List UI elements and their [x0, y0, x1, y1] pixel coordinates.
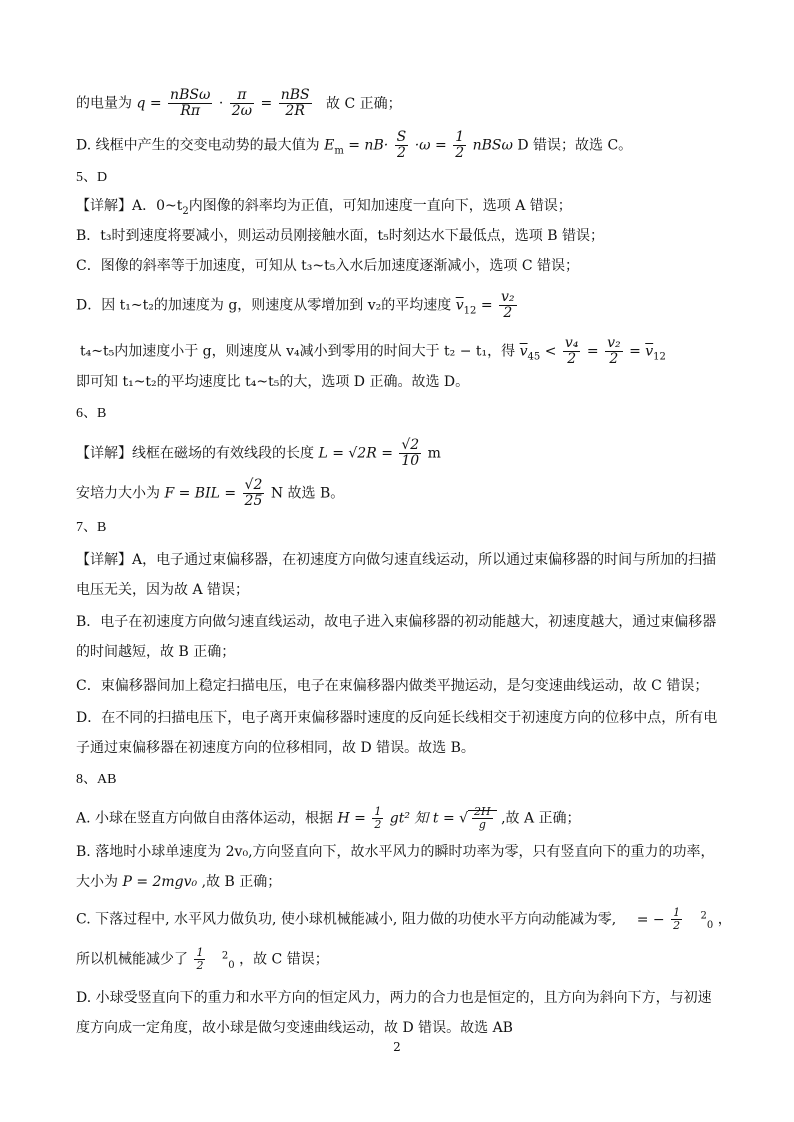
text: 故选 B。: [287, 485, 345, 502]
fraction: [194, 947, 205, 972]
fraction: [279, 88, 312, 119]
numerator: v₂: [607, 335, 621, 351]
text: D 错误；故选 C。: [517, 137, 633, 154]
text: ,故 B 正确；: [201, 874, 282, 890]
line-7f: D．在不同的扫描电压下，电子离开束偏移器时速度的反向延长线相交于初速度方向的位移中点，所有电: [76, 710, 718, 726]
superscript: 2: [700, 910, 707, 921]
text: ,故 A 正确；: [501, 810, 581, 827]
text: ，故 C 错误；: [239, 951, 329, 968]
denominator: 2: [673, 919, 681, 933]
subscript: 12: [463, 305, 477, 317]
text: t₄~t₅内加速度小于 g，则速度从 v₄减小到零用的时间大于 t₂ − t₁，得: [80, 343, 516, 360]
subscript: m: [334, 145, 344, 157]
line-5d: [76, 290, 734, 321]
denominator: 2: [455, 145, 465, 161]
denominator: 2ω: [231, 103, 253, 119]
answer-7: 7、B: [76, 520, 107, 535]
math: <: [544, 343, 561, 360]
denominator: 2: [374, 818, 382, 831]
math: P = 2mgv₀: [122, 874, 198, 890]
math: =: [629, 343, 646, 360]
denominator: g: [478, 818, 486, 831]
subscript: 0: [706, 919, 714, 931]
numerator: S: [396, 129, 407, 145]
math: L = √2R =: [318, 445, 398, 462]
fraction: [453, 130, 466, 161]
fraction: [472, 806, 493, 831]
fraction: [230, 88, 254, 119]
math: =: [260, 95, 273, 112]
math: ·ω =: [414, 137, 452, 154]
math: ·: [218, 95, 224, 112]
numerator: 1: [455, 129, 465, 145]
fraction: [605, 336, 623, 367]
line-7a: 【详解】A，电子通过束偏移器，在初速度方向做匀速直线运动，所以通过束偏移器的时间与所加的扫描: [76, 552, 717, 568]
unit: m: [427, 445, 441, 462]
numerator: v₄: [564, 335, 579, 351]
denominator: 2R: [285, 103, 305, 119]
math: F = BIL =: [164, 485, 241, 502]
fraction: [395, 130, 409, 161]
page-number: 2: [393, 1040, 401, 1054]
line-8e: [76, 946, 734, 975]
line-5f: 即可知 t₁~t₂的平均速度比 t₄~t₅的大，选项 D 正确。故选 D。: [76, 374, 470, 390]
unit: N: [270, 485, 284, 502]
answer-8: 8、AB: [76, 772, 117, 787]
line-7c: B．电子在初速度方向做匀速直线运动，故电子进入束偏移器的初动能越大，初速度越大，通过束偏移器: [76, 614, 717, 630]
subscript: 45: [527, 351, 541, 363]
text: 大小为: [76, 874, 118, 890]
line-6a: [76, 438, 734, 469]
math: =: [480, 297, 498, 314]
line-5b: B．t₃时到速度将要减小，则运动员刚接触水面，t₅时刻达水下最低点，选项 B 错误；: [76, 228, 604, 244]
text: 【详解】A．0~t: [76, 198, 183, 214]
text: A. 小球在竖直方向做自由落体运动，根据: [76, 810, 334, 827]
line-8a: [76, 806, 734, 831]
subscript: 0: [228, 959, 235, 971]
fraction: [671, 907, 682, 932]
denominator: 2: [609, 351, 619, 367]
line-5e: [80, 336, 734, 367]
answer-6: 6、B: [76, 406, 107, 421]
text: 内图像的斜率均为正值，可知加速度一直向下，选项 A 错误；: [188, 198, 572, 214]
fraction: [563, 336, 581, 367]
math: H =: [337, 810, 371, 827]
fraction: [372, 806, 383, 831]
superscript: 2: [221, 950, 229, 961]
line-emf: [76, 130, 734, 161]
line-8d: [76, 906, 734, 935]
line-charge: [76, 88, 734, 119]
text: C. 下落过程中, 水平风力做负功, 使小球机械能减小, 阻力做的功使水平方向动能减为零,: [76, 911, 617, 928]
math: gt² 知 t =: [389, 810, 460, 827]
subscript: 12: [653, 351, 666, 363]
answer-5: 5、D: [76, 170, 108, 185]
text: D. 线框中产生的交变电动势的最大值为: [76, 137, 320, 154]
math: = −: [636, 911, 665, 928]
numerator: 1: [673, 906, 681, 920]
math: $\overline{v}$: [455, 297, 464, 314]
text: 安培力大小为: [76, 485, 160, 502]
numerator: √2: [244, 477, 263, 493]
text: 的电量为: [76, 95, 132, 112]
denominator: 2: [196, 959, 204, 973]
text: 【详解】线框在磁场的有效线段的长度: [76, 445, 314, 462]
line-7g: 子通过束偏移器在初速度方向的位移相同，故 D 错误。故选 B。: [76, 740, 475, 756]
line-7e: C．束偏移器间加上稳定扫描电压，电子在束偏移器内做类平抛运动，是匀变速曲线运动，故 C 错误；: [76, 678, 709, 694]
numerator: nBSω: [170, 87, 211, 103]
square-root: √ $\frac{2H}{g}$: [459, 806, 497, 831]
math: nBSω: [472, 137, 513, 154]
line-5a: [76, 196, 734, 222]
text: ，: [717, 911, 732, 928]
denominator: 25: [244, 493, 263, 509]
line-8c: [76, 872, 734, 892]
fraction: [243, 478, 265, 509]
text: D．因 t₁~t₂的加速度为 g，则速度从零增加到 v₂的平均速度: [76, 297, 452, 314]
text: 所以机械能减少了: [76, 951, 188, 968]
line-7b: 电压无关，因为故 A 错误；: [76, 582, 250, 598]
line-8b: B. 落地时小球单速度为 2v₀,方向竖直向下，故水平风力的瞬时功率为零，只有竖直向下的重力的功率，: [76, 844, 715, 860]
fraction: [168, 88, 212, 119]
text: 故 C 正确；: [326, 95, 402, 112]
denominator: 2: [503, 305, 513, 321]
numerator: nBS: [280, 87, 310, 103]
numerator: √2: [401, 437, 420, 453]
math: $\overline{v}$: [519, 343, 528, 360]
denominator: 10: [401, 453, 420, 469]
math: $\overline{v}$: [645, 343, 654, 360]
line-6b: [76, 478, 734, 509]
line-5c: C．图像的斜率等于加速度，可知从 t₃~t₅入水后加速度逐渐减小，选项 C 错误；: [76, 258, 579, 274]
numerator: 2H: [474, 805, 491, 818]
fraction: [499, 290, 517, 321]
subscript: 2: [182, 205, 189, 217]
math: E: [324, 137, 335, 154]
numerator: v₂: [501, 289, 515, 305]
fraction: [399, 438, 421, 469]
denominator: 2: [396, 145, 406, 161]
math: = nB·: [348, 137, 389, 154]
math: q =: [136, 95, 167, 112]
line-8g: 度方向成一定角度，故小球是做匀变速曲线运动，故 D 错误。故选 AB: [76, 1020, 513, 1036]
math: =: [586, 343, 604, 360]
line-7d: 的时间越短，故 B 正确；: [76, 644, 236, 660]
numerator: 1: [196, 946, 204, 960]
denominator: Rπ: [180, 103, 201, 119]
numerator: π: [230, 88, 254, 104]
line-8f: D. 小球受竖直向下的重力和水平方向的恒定风力，两力的合力也是恒定的，且方向为斜向下方，与初速: [76, 990, 712, 1006]
numerator: 1: [374, 805, 382, 818]
denominator: 2: [567, 351, 577, 367]
